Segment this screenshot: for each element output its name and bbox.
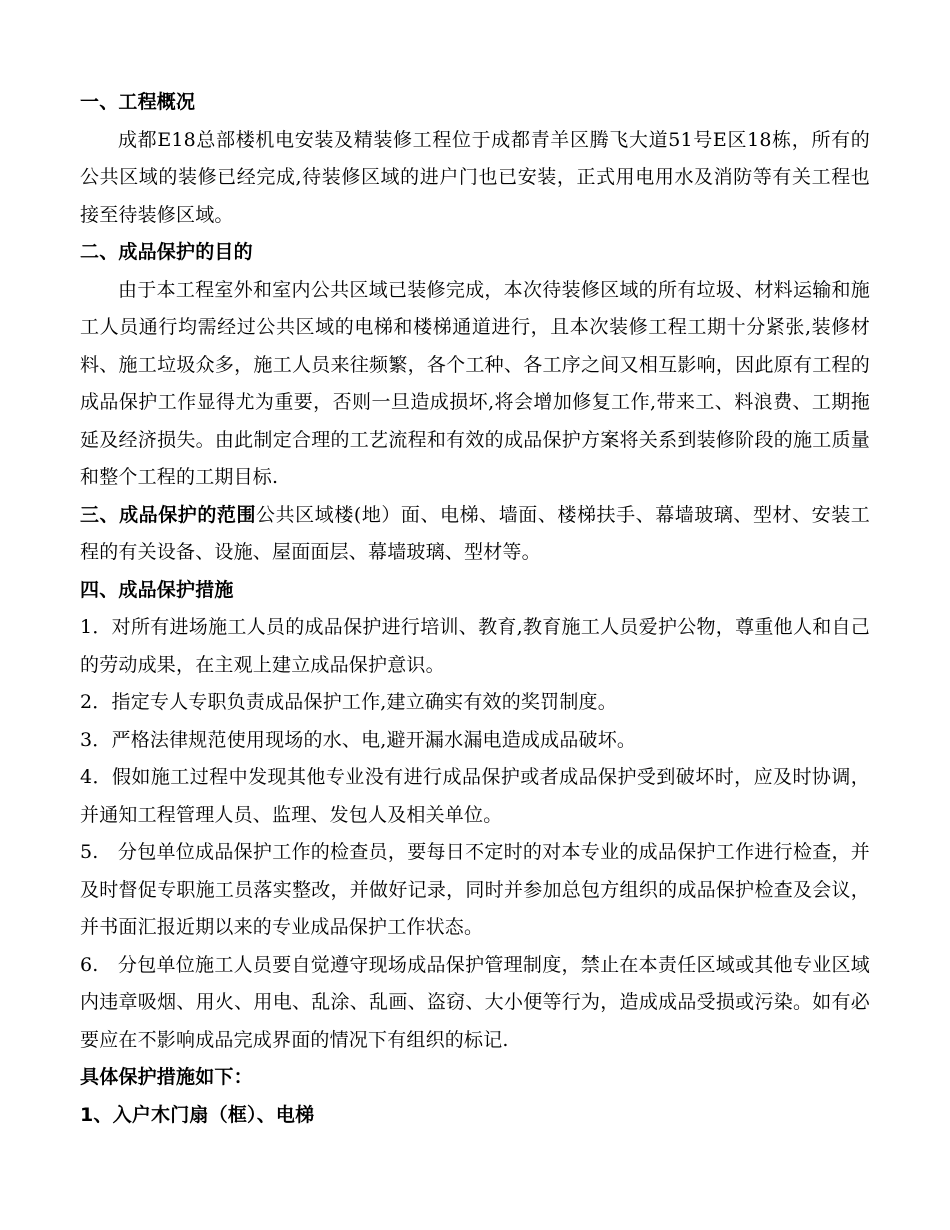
measure-item: 4．假如施工过程中发现其他专业没有进行成品保护或者成品保护受到破坏时，应及时协调，并通知工程管理人员、监理、发包人及相关单位。: [80, 766, 870, 826]
measure-item: 5. 分包单位成品保护工作的检查员，要每日不定时的对本专业的成品保护工作进行检查，并及时督促专职施工员落实整改，并做好记录，同时并参加总包方组织的成品保护检查及会议，并书面汇报近期以来的专业成品保护工作状态。: [80, 841, 870, 938]
section-4-title: 四、成品保护措施: [80, 578, 234, 601]
measure-item: 1．对所有进场施工人员的成品保护进行培训、教育,教育施工人员爱护公物，尊重他人和自己的劳动成果，在主观上建立成品保护意识。: [80, 616, 870, 676]
document-page: [80, 84, 870, 1134]
measure-item: 6. 分包单位施工人员要自觉遵守现场成品保护管理制度，禁止在本责任区域或其他专业区域内违章吸烟、用火、用电、乱涂、乱画、盗窃、大小便等行为，造成成品受损或污染。如有必要应在不影响成品完成界面的情况下有组织的标记.: [80, 953, 870, 1051]
section-3-body: 公共区域楼(地）面、电梯、墙面、楼梯扶手、幕墙玻璃、型材、安装工程的有关设备、设施、屋面面层、幕墙玻璃、型材等。: [80, 503, 870, 563]
section-1-title: 一、工程概况: [80, 91, 196, 113]
measure-item: 2．指定专人专职负责成品保护工作,建立确实有效的奖罚制度。: [80, 691, 617, 713]
section-1-body: 成都E18总部楼机电安装及精装修工程位于成都青羊区腾飞大道51号E区18栋，所有的公共区域的装修已经完成,待装修区域的进户门也已安装，正式用电用水及消防等有关工程也接至待装修区域。: [80, 128, 870, 226]
section-2-body: 由于本工程室外和室内公共区域已装修完成，本次待装修区域的所有垃圾、材料运输和施工人员通行均需经过公共区域的电梯和楼梯通道进行，且本次装修工程工期十分紧张,装修材料、施工垃圾众多，施工人员来往频繁，各个工种、各工序之间又相互影响，因此原有工程的成品保护工作显得尤为重要，否则一旦造成损坏,将会增加修复工作,带来工、料浪费、工期拖延及经济损失。由此制定合理的工艺流程和有效的成品保护方案将关系到装修阶段的施工质量和整个工程的工期目标.: [80, 278, 870, 488]
specific-measures-title: 具体保护措施如下：: [80, 1066, 253, 1088]
section-2-title: 二、成品保护的目的: [80, 241, 253, 263]
subsection-1-title: 1、入户木门扇（框）、电梯: [80, 1103, 315, 1126]
section-3-title: 三、成品保护的范围: [80, 503, 257, 526]
section-3: [80, 497, 870, 572]
measure-item: 3．严格法律规范使用现场的水、电,避开漏水漏电造成成品破坏。: [80, 728, 637, 751]
